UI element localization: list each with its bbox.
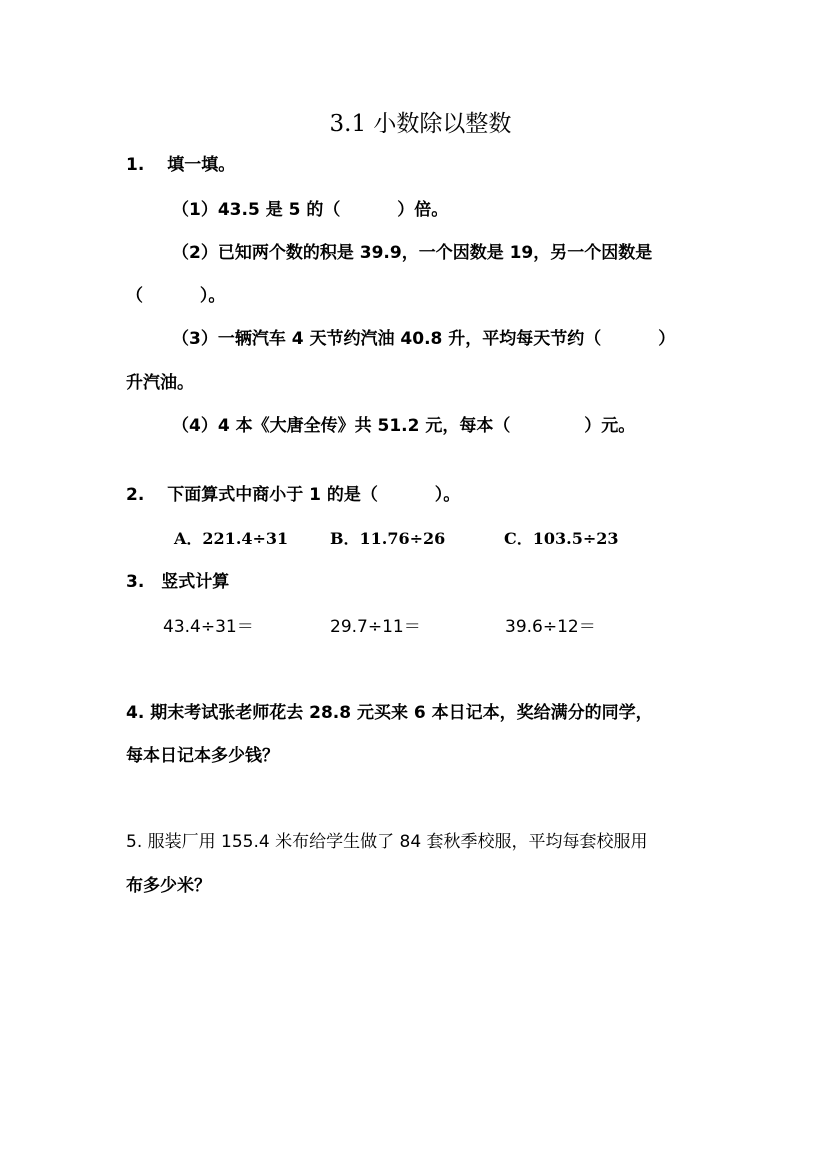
q5-line-2: 布多少米？ xyxy=(126,876,211,896)
q1-heading: 1. 填一填。 xyxy=(126,155,236,175)
q4-line-1: 4. 期末考试张老师花去 28.8 元买来 6 本日记本，奖给满分的同学， xyxy=(126,703,653,723)
q1-item-3-line-1: （3）一辆汽车 4 天节约汽油 40.8 升，平均每天节约（ ） xyxy=(172,329,676,349)
q2-heading: 2. 下面算式中商小于 1 的是（ ）。 xyxy=(126,485,461,505)
q3-calc-2: 29.7÷11＝ xyxy=(330,617,421,637)
q1-item-3-line-2: 升汽油。 xyxy=(126,373,194,393)
q1-item-1: （1）43.5 是 5 的（ ）倍。 xyxy=(172,200,449,220)
q3-calc-3: 39.6÷12＝ xyxy=(505,617,596,637)
q1-item-2-line-1: （2）已知两个数的积是 39.9，一个因数是 19，另一个因数是 xyxy=(172,243,653,263)
q5-line-1: 5. 服装厂用 155.4 米布给学生做了 84 套秋季校服，平均每套校服用 xyxy=(126,832,648,852)
q2-option-a: A．221.4÷31 xyxy=(174,529,289,548)
q4-line-2: 每本日记本多少钱？ xyxy=(126,746,279,766)
q3-heading: 3. 竖式计算 xyxy=(126,572,230,592)
q2-option-c: C．103.5÷23 xyxy=(504,529,619,548)
q1-item-2-line-2: （ ）。 xyxy=(126,286,226,306)
q3-calc-1: 43.4÷31＝ xyxy=(163,617,254,637)
q2-option-b: B．11.76÷26 xyxy=(330,529,446,548)
q1-item-4: （4）4 本《大唐全传》共 51.2 元，每本（ ）元。 xyxy=(172,416,636,436)
page-title: 3.1 小数除以整数 xyxy=(329,111,512,137)
